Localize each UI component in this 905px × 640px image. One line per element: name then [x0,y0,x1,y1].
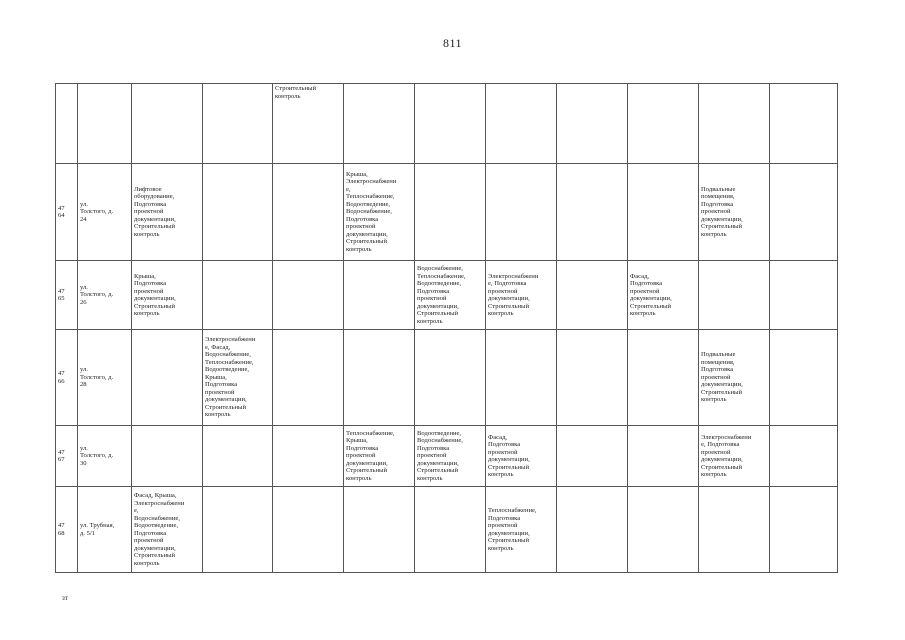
row-number: 47 68 [56,487,78,573]
address-cell: ул. Толстого, д. 24 [78,164,132,261]
table-cell [203,426,273,487]
table-cell: Крыша, Электроснабжени е, Теплоснабжение, Водоотведение, Водоснабжение, Подготовка проектной документации, Строительный контроль [344,164,415,261]
footer-mark: зт [62,594,68,602]
row-number: 47 66 [56,330,78,426]
table-cell [344,84,415,164]
table-cell [699,487,770,573]
table-cell [628,487,699,573]
address-cell [78,84,132,164]
table-cell: Фасад, Подготовка проектной документации, Строительный контроль [628,261,699,330]
address-cell: ул. Толстого, д. 30 [78,426,132,487]
table-cell: Водоснабжение, Теплоснабжение, Водоотведение, Подготовка проектной документации, Строительный контроль [415,261,486,330]
table-cell [132,84,203,164]
table-cell [557,261,628,330]
table-cell [699,261,770,330]
table-cell [203,84,273,164]
table-cell [770,487,838,573]
address-cell: ул. Трубная, д. 5/1 [78,487,132,573]
table-cell [557,330,628,426]
table-cell [415,164,486,261]
table-cell [770,84,838,164]
table-cell: Строительный контроль [273,84,344,164]
table-row [56,84,838,164]
table-cell [770,330,838,426]
table-cell [557,426,628,487]
table-cell: Подвальные помещения, Подготовка проектной документации, Строительный контроль [699,164,770,261]
table-cell: Теплоснабжение, Подготовка проектной документации, Строительный контроль [486,487,557,573]
table-cell: Фасад, Крыша, Электроснабжени е, Водоснабжение, Водоотведение, Подготовка проектной документации, Строительный контроль [132,487,203,573]
table-cell [203,261,273,330]
table-cell [557,164,628,261]
table-cell [557,487,628,573]
table-row [56,330,838,426]
table-cell [628,330,699,426]
table-cell [415,487,486,573]
table-row [56,487,838,573]
table-cell [273,164,344,261]
address-cell: ул. Толстого, д. 28 [78,330,132,426]
table-cell [273,426,344,487]
row-number: 47 65 [56,261,78,330]
table-cell [132,426,203,487]
table-row [56,426,838,487]
table-cell [273,487,344,573]
table-cell [486,330,557,426]
table-cell: Электроснабжени е, Фасад, Водоснабжение, Теплоснабжение, Водоотведение, Крыша, Подготовка проектной документации, Строительный контроль [203,330,273,426]
table-cell: Электроснабжени е, Подготовка проектной документации, Строительный контроль [486,261,557,330]
row-number: 47 67 [56,426,78,487]
table-cell: Электроснабжени е, Подготовка проектной документации, Строительный контроль [699,426,770,487]
table-cell [132,330,203,426]
table-cell: Подвальные помещения, Подготовка проектной документации, Строительный контроль [699,330,770,426]
table-cell [203,487,273,573]
table-cell [770,426,838,487]
table-cell [273,330,344,426]
table-cell [415,330,486,426]
table-cell [344,330,415,426]
table-cell [628,426,699,487]
table-cell [273,261,344,330]
table-cell [628,84,699,164]
table-cell [770,261,838,330]
table-cell: Фасад, Подготовка проектной документации, Строительный контроль [486,426,557,487]
table-cell [486,84,557,164]
table-cell [628,164,699,261]
table-cell [415,84,486,164]
table-cell [557,84,628,164]
table-cell: Лифтовое оборудование, Подготовка проектной документации, Строительный контроль [132,164,203,261]
table-cell: Теплоснабжение, Крыша, Подготовка проектной документации, Строительный контроль [344,426,415,487]
address-cell: ул. Толстого, д. 26 [78,261,132,330]
row-number [56,84,78,164]
row-number: 47 64 [56,164,78,261]
table-cell [344,487,415,573]
repair-schedule-table [55,83,838,573]
table-cell: Водоотведение, Водоснабжение, Подготовка проектной документации, Строительный контроль [415,426,486,487]
table-cell [203,164,273,261]
page-number: 811 [442,36,463,50]
table-row [56,261,838,330]
table-cell [344,261,415,330]
table-cell [486,164,557,261]
table-cell [770,164,838,261]
table-cell [699,84,770,164]
table-row [56,164,838,261]
table-cell: Крыша, Подготовка проектной документации, Строительный контроль [132,261,203,330]
